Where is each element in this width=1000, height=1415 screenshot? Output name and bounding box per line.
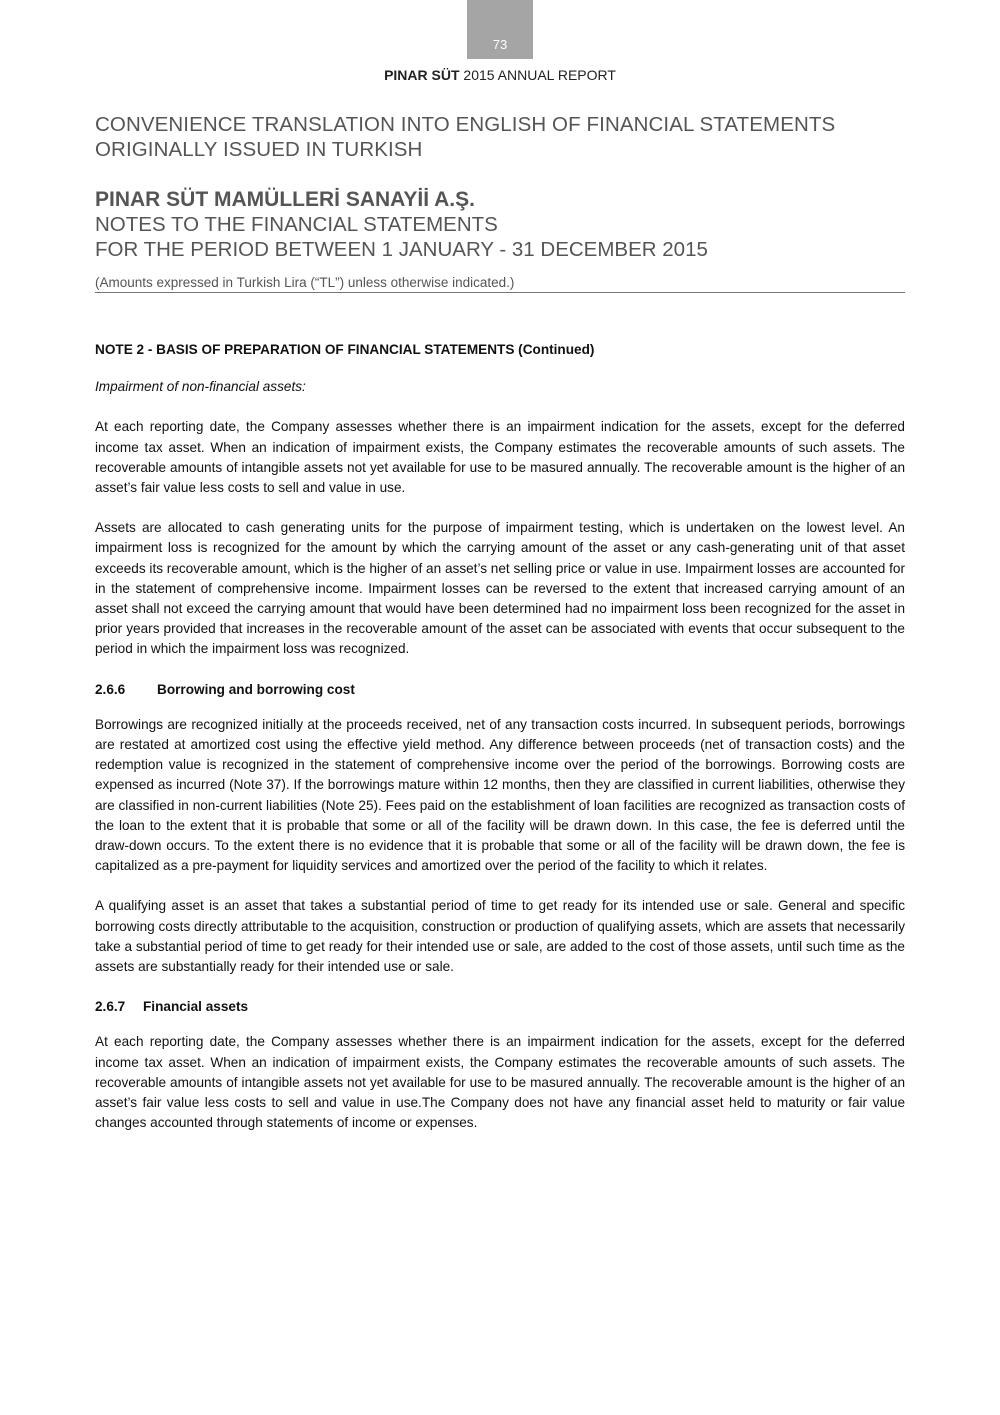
notes-line-2: FOR THE PERIOD BETWEEN 1 JANUARY - 31 DECEMBER 2015 bbox=[95, 238, 708, 261]
note-heading: NOTE 2 - BASIS OF PREPARATION OF FINANCIAL STATEMENTS (Continued) bbox=[95, 342, 595, 357]
convenience-line-1: CONVENIENCE TRANSLATION INTO ENGLISH OF FINANCIAL STATEMENTS bbox=[95, 113, 836, 136]
notes-heading bbox=[95, 212, 915, 262]
convenience-line-2: ORIGINALLY ISSUED IN TURKISH bbox=[95, 138, 423, 161]
borrowing-paragraph-1: Borrowings are recognized initially at the proceeds received, net of any transaction costs incurred. In subsequent periods, borrowings are restated at amortized cost using the effective yield method. Any difference between proceeds (net of transaction costs) and the redemption value is recognized in the statement of comprehensive income over the period of the borrowings. Borrowing costs are expensed as incurred (Note 37). If the borrowings mature within 12 months, then they are classified in current liabilities, otherwise they are classified in non-current liabilities (Note 25). Fees paid on the establishment of loan facilities are recognized as transaction costs of the loan to the extent that it is probable that some or all of the facility will be drawn down. In this case, the fee is deferred until the draw-down occurs. To the extent there is no evidence that it is probable that some or all of the facility will be drawn down, the fee is capitalized as a pre-payment for liquidity services and amortized over the period of the facility to which it relates. bbox=[95, 716, 905, 874]
page-number-tab bbox=[467, 0, 533, 59]
section-heading-2-6-6 bbox=[95, 680, 905, 700]
amounts-note: (Amounts expressed in Turkish Lira (“TL”) unless otherwise indicated.) bbox=[95, 275, 515, 290]
notes-line-1: NOTES TO THE FINANCIAL STATEMENTS bbox=[95, 213, 498, 236]
report-title bbox=[0, 67, 1000, 83]
financial-assets-paragraph: At each reporting date, the Company assesses whether there is an impairment indication for the assets, except for the deferred income tax asset. When an indication of impairment exists, the Company estimates the recoverable amounts of such assets. The recoverable amounts of intangible assets not yet available for use to be masured annually. The recoverable amount is the higher of an asset’s fair value less costs to sell and value in use.The Company does not have any financial asset held to maturity or fair value changes accounted through statements of income or expenses. bbox=[95, 1034, 905, 1131]
header-divider bbox=[95, 292, 905, 293]
section-number: 2.6.6 bbox=[95, 681, 126, 697]
convenience-translation-heading bbox=[95, 112, 915, 162]
page-number: 73 bbox=[492, 37, 508, 52]
impairment-paragraph-1: At each reporting date, the Company assesses whether there is an impairment indication for the assets, except for the deferred income tax asset. When an indication of impairment exists, the Company estimates the recoverable amounts of such assets. The recoverable amounts of intangible assets not yet available for use to be masured annually. The recoverable amount is the higher of an asset’s fair value less costs to sell and value in use. bbox=[95, 419, 905, 496]
section-title: Financial assets bbox=[143, 999, 249, 1015]
section-heading-2-6-7 bbox=[95, 997, 905, 1017]
document-body bbox=[95, 340, 905, 1154]
impairment-subheading: Impairment of non-financial assets: bbox=[95, 379, 306, 395]
borrowing-paragraph-2: A qualifying asset is an asset that takes a substantial period of time to get ready for its intended use or sale. General and specific borrowing costs directly attributable to the acquisition, construction or production of qualifying assets, which are assets that necessarily take a substantial period of time to get ready for their intended use or sale, are added to the cost of those assets, until such time as the assets are substantially ready for their intended use or sale. bbox=[95, 898, 905, 975]
impairment-paragraph-2: Assets are allocated to cash generating units for the purpose of impairment testing, which is undertaken on the lowest level. An impairment loss is recognized for the amount by which the carrying amount of the asset or any cash-generating unit of that asset exceeds its recoverable amount, which is the higher of an asset’s net selling price or value in use. Impairment losses are accounted for in the statement of comprehensive income. Impairment losses can be reversed to the extent that increased carrying amount of an asset shall not exceed the carrying amount that would have been determined had no impairment loss been recognized for the asset in prior years provided that increases in the recoverable amount of the asset can be associated with events that occur subsequent to the period in which the impairment loss was recognized. bbox=[95, 520, 905, 657]
company-name: PINAR SÜT MAMÜLLERİ SANAYİİ A.Ş. bbox=[95, 188, 475, 211]
section-number: 2.6.7 bbox=[95, 999, 126, 1015]
report-brand: PINAR SÜT bbox=[384, 67, 460, 83]
section-title: Borrowing and borrowing cost bbox=[157, 681, 355, 697]
report-year-title: 2015 ANNUAL REPORT bbox=[463, 67, 616, 83]
